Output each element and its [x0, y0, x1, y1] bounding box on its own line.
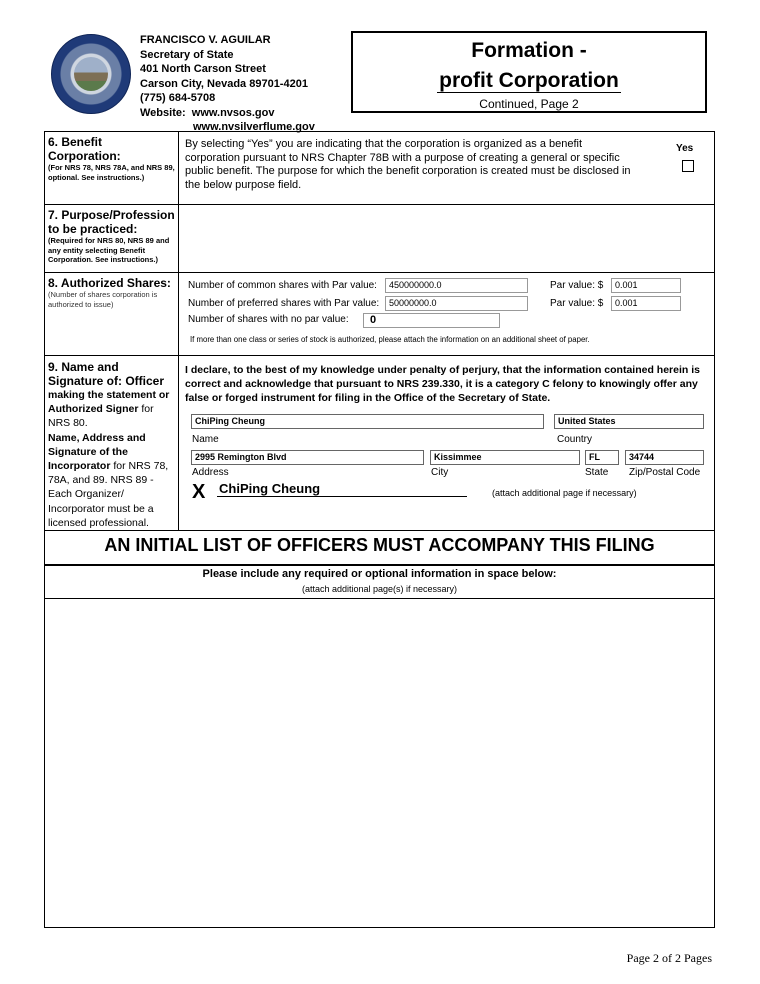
attach-additional-note: (attach additional page if necessary)	[492, 488, 637, 498]
section-6-text: By selecting “Yes” you are indicating that the corporation is organized as a benefit corporation pursuant to NRS Chapter 78B with a purpose of creating a general or specific public benefit. The purpose for which the benefit corporation is created must be disclosed in the below purpose field.	[185, 138, 631, 191]
section-8-label	[48, 276, 176, 309]
section-7-label	[48, 208, 176, 265]
street-address: 401 North Carson Street	[140, 63, 266, 75]
section-9-heading-line7: Signature of the	[48, 445, 128, 458]
section-9-label	[48, 360, 178, 530]
section-9-heading-line4: Authorized Signer	[48, 403, 139, 416]
website-link-silverflume[interactable]: www.nvsilverflume.gov	[193, 121, 315, 133]
par-value-preferred-field[interactable]: 0.001	[611, 296, 681, 311]
state-seal-logo	[51, 34, 131, 114]
no-par-shares-field[interactable]: 0	[363, 313, 500, 328]
preferred-shares-label: Number of preferred shares with Par value:	[188, 298, 380, 309]
office-title: Secretary of State	[140, 48, 234, 61]
column-divider	[178, 132, 179, 530]
section-8-note: (Number of shares corporation is authorized to issue)	[48, 290, 158, 309]
address-label: Address	[192, 467, 229, 478]
section-9-heading-line8b: for NRS 78,	[113, 460, 169, 473]
section-9-heading-line6: Name, Address and	[48, 431, 146, 444]
section-9-heading-line11: Incorporator must be a	[48, 502, 154, 515]
website-label: Website:	[140, 106, 186, 119]
city-label: City	[431, 467, 449, 478]
signature-field[interactable]: ChiPing Cheung	[219, 481, 321, 496]
additional-info-instruction: Please include any required or optional information in space below:	[202, 568, 557, 580]
section-8-heading: 8. Authorized Shares:	[48, 276, 171, 290]
section-9-heading-line10: Each Organizer/	[48, 488, 124, 501]
section-9-heading-line9: 78A, and 89. NRS 89 -	[48, 474, 154, 487]
par-value-common-label: Par value: $	[550, 280, 604, 291]
common-shares-field[interactable]: 450000000.0	[385, 278, 528, 293]
section-9-heading-line2: Signature of: Officer	[48, 374, 165, 388]
section-9-heading-line1: 9. Name and	[48, 360, 119, 374]
signer-address-field[interactable]: 2995 Remington Blvd	[191, 450, 424, 465]
section-6-note: (For NRS 78, NRS 78A, and NRS 89, optional. See instructions.)	[48, 163, 175, 182]
signer-name-field[interactable]: ChiPing Cheung	[191, 414, 544, 429]
section-9-heading-line8: Incorporator	[48, 460, 111, 473]
preferred-shares-field[interactable]: 50000000.0	[385, 296, 528, 311]
name-label: Name	[192, 434, 219, 445]
section-6-heading: 6. Benefit Corporation:	[48, 135, 121, 163]
agency-contact-block	[140, 33, 315, 135]
no-par-shares-label: Number of shares with no par value:	[188, 314, 349, 325]
additional-info-area[interactable]	[47, 601, 712, 925]
official-name: FRANCISCO V. AGUILAR	[140, 34, 271, 46]
divider	[45, 530, 714, 531]
par-value-preferred-label: Par value: $	[550, 298, 604, 309]
form-title-line2: profit Corporation	[439, 69, 619, 92]
benefit-yes-label: Yes	[676, 143, 694, 154]
form-body	[44, 131, 715, 928]
signature-line	[217, 496, 467, 497]
city-state-zip: Carson City, Nevada 89701-4201	[140, 77, 308, 90]
signer-state-field[interactable]: FL	[585, 450, 619, 465]
section-8-footnote: If more than one class or series of stock is authorized, please attach the information on an additional sheet of paper.	[190, 335, 590, 344]
declaration-text: I declare, to the best of my knowledge under penalty of perjury, that the information contained herein is correct and acknowledge that pursuant to NRS 239.330, it is a category C felony to knowingly offer any false or forged instrument for filing in the Office of the Secretary of State.	[185, 364, 700, 404]
section-7-note: (Required for NRS 80, NRS 89 and any entity selecting Benefit Corporation. See instructions.)	[48, 236, 170, 264]
section-9-heading-line4b: for	[141, 403, 154, 416]
page-number: Page 2 of 2 Pages	[626, 951, 712, 965]
divider	[45, 204, 714, 205]
zip-label: Zip/Postal Code	[629, 467, 701, 478]
divider	[45, 598, 714, 599]
officers-list-banner: AN INITIAL LIST OF OFFICERS MUST ACCOMPANY THIS FILING	[104, 535, 655, 555]
common-shares-label: Number of common shares with Par value:	[188, 280, 377, 291]
benefit-yes-checkbox[interactable]	[682, 160, 694, 172]
divider	[45, 272, 714, 273]
signer-zip-field[interactable]: 34744	[625, 450, 704, 465]
country-label: Country	[557, 434, 593, 445]
seal-emblem	[74, 57, 108, 91]
form-title-line1: Formation -	[471, 39, 587, 62]
signer-city-field[interactable]: Kissimmee	[430, 450, 580, 465]
signer-country-field[interactable]: United States	[554, 414, 704, 429]
section-9-heading-line3: making the statement or	[48, 389, 170, 401]
par-value-common-field[interactable]: 0.001	[611, 278, 681, 293]
additional-info-note: (attach additional page(s) if necessary)	[301, 584, 458, 594]
divider	[45, 564, 714, 566]
section-6-label	[48, 135, 176, 182]
section-7-heading: 7. Purpose/Profession to be practiced:	[48, 208, 175, 236]
section-9-heading-line5: NRS 80.	[48, 417, 88, 430]
state-label: State	[585, 467, 609, 478]
section-9-heading-line12: licensed professional.	[48, 516, 149, 529]
signature-x-mark: X	[192, 481, 206, 503]
phone-number: (775) 684-5708	[140, 92, 216, 104]
divider	[45, 355, 714, 356]
website-link-nvsos[interactable]: www.nvsos.gov	[191, 106, 275, 119]
form-subtitle: Continued, Page 2	[479, 97, 579, 111]
form-title-box	[351, 31, 707, 113]
purpose-field[interactable]	[181, 206, 711, 270]
